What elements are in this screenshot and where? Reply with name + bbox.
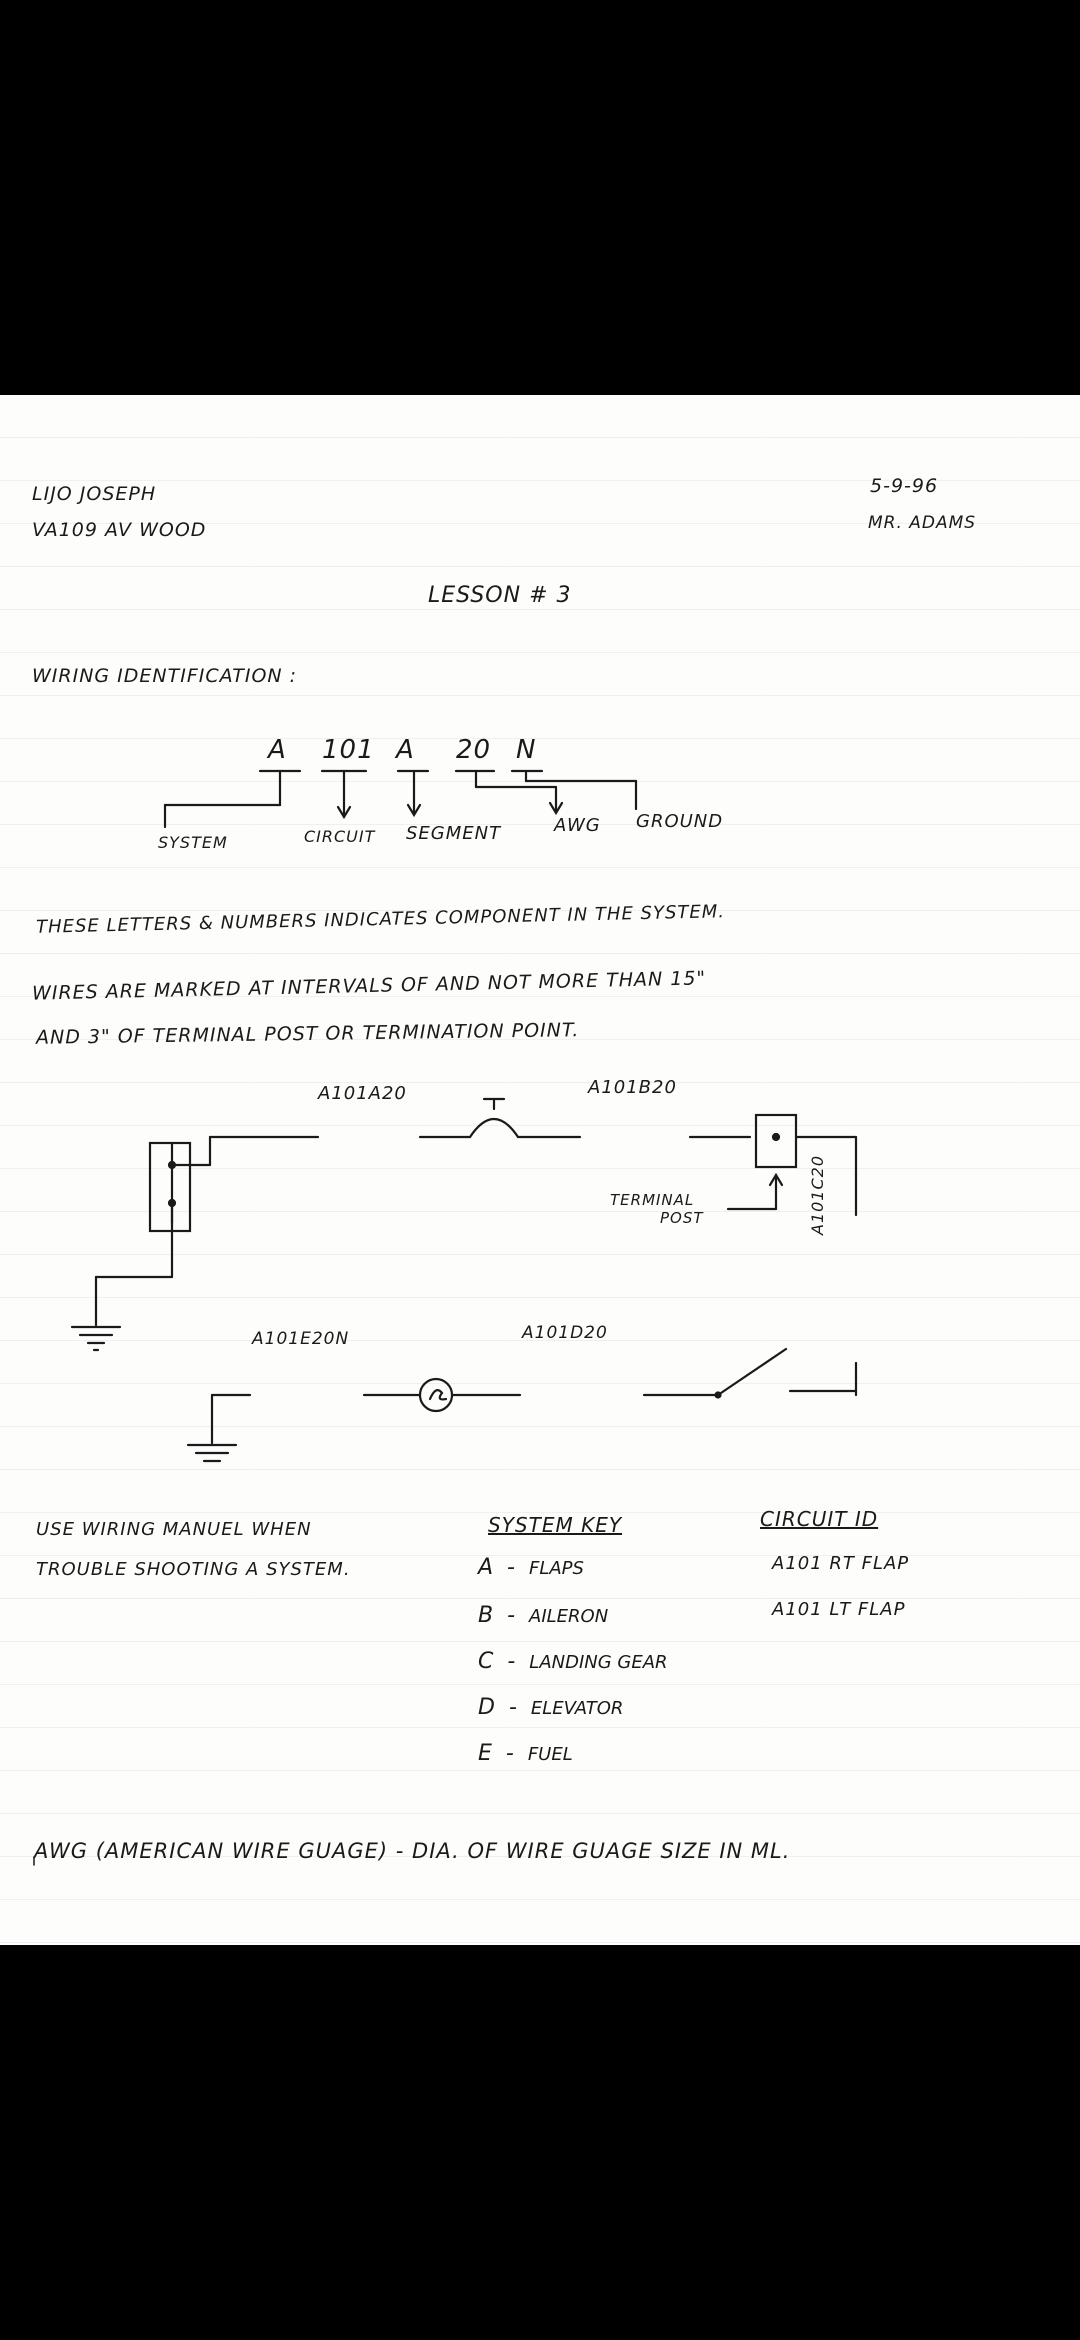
code-part-ground: N — [516, 735, 537, 765]
key-letter: C — [478, 1649, 494, 1674]
label-awg: AWG — [554, 815, 601, 836]
code-part-segment: A — [396, 735, 415, 765]
system-key-item: A - FLAPS — [478, 1555, 584, 1580]
label-system: SYSTEM — [158, 833, 228, 852]
label-ground: GROUND — [636, 811, 724, 832]
notebook-page — [0, 395, 1080, 1945]
note-line-3: AND 3" OF TERMINAL POST OR TERMINATION POINT. — [35, 1019, 580, 1049]
section-title: WIRING IDENTIFICATION : — [32, 665, 298, 687]
system-key-title: SYSTEM KEY — [488, 1513, 623, 1537]
manual-note-2: TROUBLE SHOOTING A SYSTEM. — [36, 1559, 351, 1580]
awg-note: AWG (AMERICAN WIRE GUAGE) - DIA. OF WIRE GUAGE SIZE IN ML. — [34, 1839, 791, 1863]
key-name: LANDING GEAR — [529, 1652, 668, 1673]
wire-label-b: A101B20 — [588, 1077, 677, 1098]
instructor: MR. ADAMS — [868, 513, 977, 533]
wire-label-e: A101E20N — [252, 1329, 350, 1349]
key-name: FLAPS — [528, 1558, 584, 1579]
key-letter: D — [478, 1695, 495, 1720]
circuit-id-title: CIRCUIT ID — [760, 1507, 879, 1531]
key-letter: A — [478, 1555, 494, 1580]
wire-label-c: A101C20 — [808, 1154, 827, 1235]
system-key-item: E - FUEL — [478, 1741, 573, 1766]
course-code: VA109 AV WOOD — [32, 519, 207, 541]
manual-note-1: USE WIRING MANUEL WHEN — [36, 1519, 312, 1540]
date: 5-9-96 — [870, 475, 939, 497]
label-circuit: CIRCUIT — [304, 827, 376, 846]
lesson-title: LESSON # 3 — [428, 583, 572, 608]
key-name: ELEVATOR — [530, 1698, 624, 1719]
student-name: LIJO JOSEPH — [32, 483, 157, 505]
wire-label-a: A101A20 — [318, 1083, 407, 1104]
code-part-circuit: 101 — [322, 735, 375, 765]
circuit-id-item: A101 LT FLAP — [772, 1599, 906, 1620]
wiring-diagram — [0, 395, 1080, 1945]
circuit-id-item: A101 RT FLAP — [772, 1553, 910, 1574]
key-name: FUEL — [527, 1744, 573, 1765]
wire-label-d: A101D20 — [522, 1323, 608, 1343]
code-part-system: A — [268, 735, 287, 765]
terminal-label-1: TERMINAL — [610, 1191, 695, 1209]
key-letter: B — [478, 1603, 494, 1628]
terminal-label-2: POST — [660, 1209, 704, 1227]
code-leader-lines — [165, 771, 636, 827]
note-line-1: THESE LETTERS & NUMBERS INDICATES COMPONENT IN THE SYSTEM. — [35, 901, 726, 938]
system-key-item: D - ELEVATOR — [478, 1695, 624, 1720]
key-letter: E — [478, 1741, 492, 1766]
circuit-lines — [72, 1099, 856, 1461]
system-key-item: B - AILERON — [478, 1603, 609, 1628]
label-segment: SEGMENT — [406, 823, 502, 844]
key-name: AILERON — [529, 1606, 609, 1627]
system-key-item: C - LANDING GEAR — [478, 1649, 668, 1674]
code-part-awg: 20 — [456, 735, 492, 765]
note-line-2: WIRES ARE MARKED AT INTERVALS OF AND NOT MORE THAN 15" — [31, 967, 707, 1005]
